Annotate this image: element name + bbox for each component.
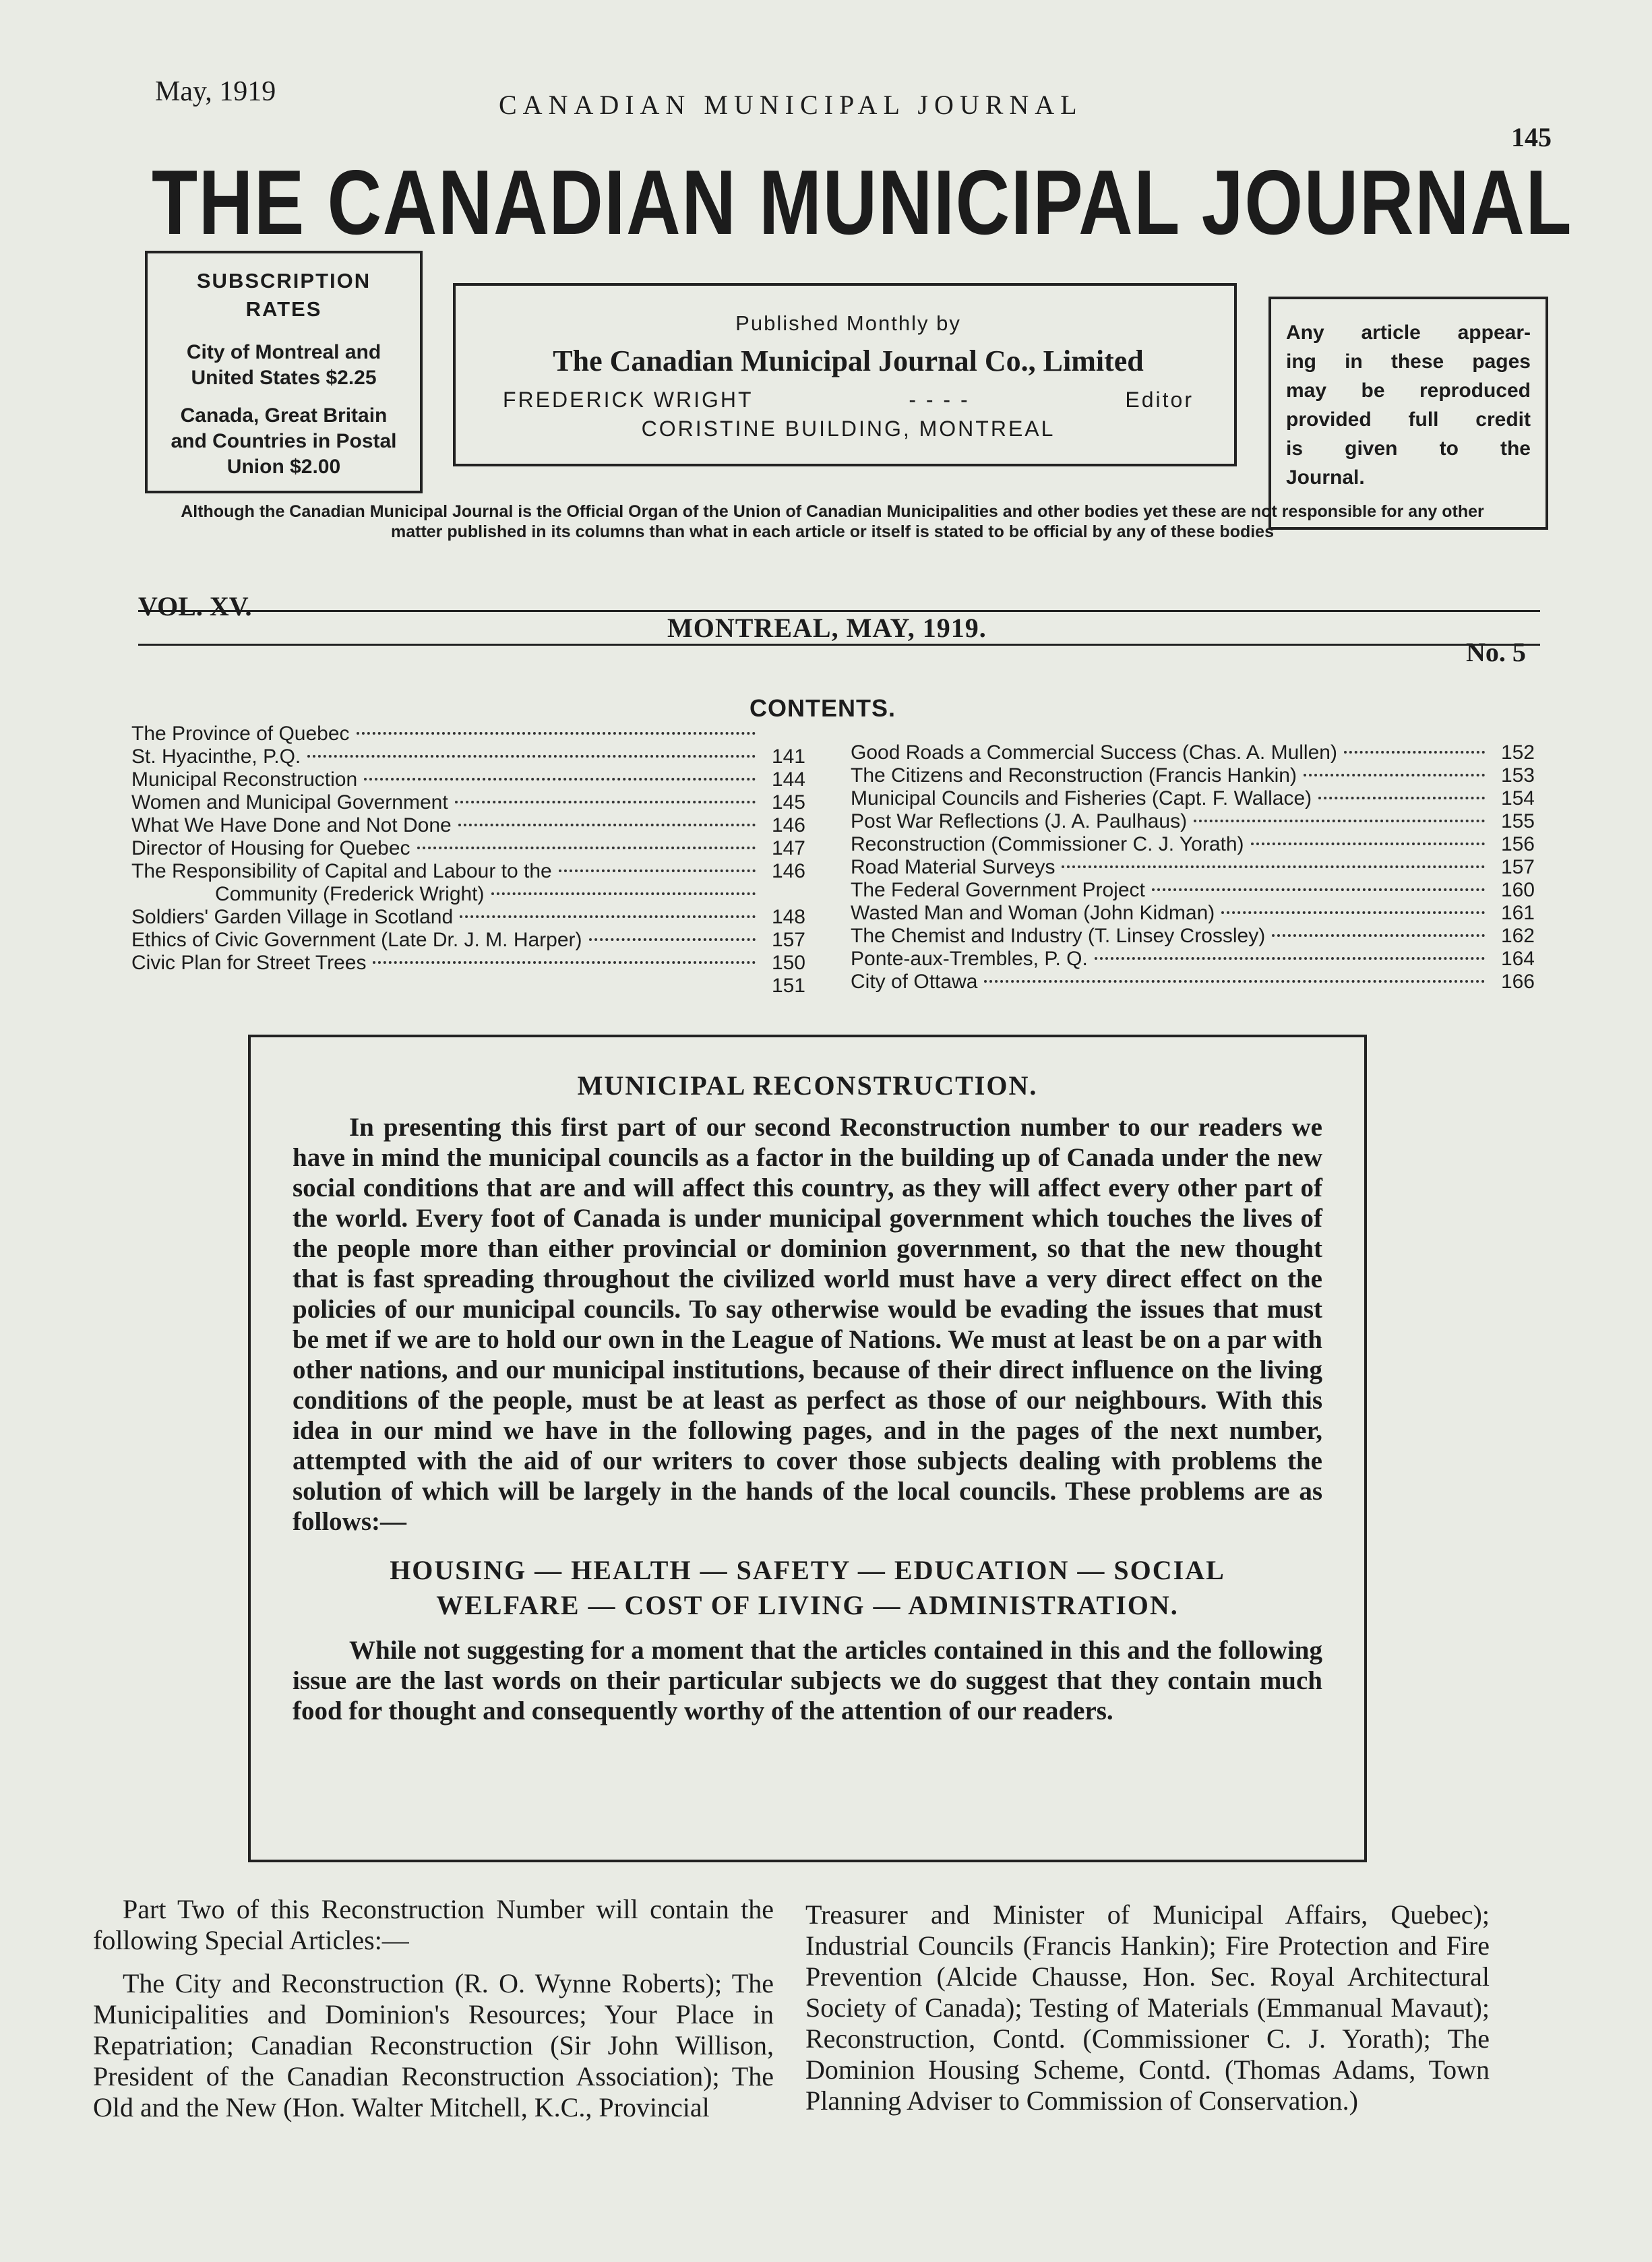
contents-entry-title: City of Ottawa (851, 971, 978, 993)
contents-leader (357, 732, 756, 735)
contents-entry-title: Civic Plan for Street Trees (131, 952, 367, 974)
masthead: THE CANADIAN MUNICIPAL JOURNAL (152, 151, 1573, 253)
credit-line: ing in these pages (1286, 350, 1531, 373)
contents-entry (851, 833, 1535, 856)
contents-entry (131, 791, 805, 814)
contents-entry (131, 814, 805, 837)
contents-entry-page: 161 (1500, 902, 1535, 924)
subscription-rate-us: City of Montreal and United States $2.25 (186, 341, 381, 389)
part-two-articles-continued: Treasurer and Minister of Municipal Affairs, Quebec); Industrial Councils (Francis Hankin); Fire Protection and Fire Prevention (Alcide Chausse, Hon. Sec. Royal Architectural Society of Canada); Testing of Materials (Emmanual Mavaut); Reconstruction, Contd. (Commissioner C. J. Yorath); The Dominion Housing Scheme, Contd. (Thomas Adams, Town Planning Adviser to Commission of Conservation.) (805, 1899, 1490, 2116)
contents-heading: CONTENTS. (749, 694, 896, 722)
contents-right-column (851, 741, 1535, 994)
contents-entry-title: Wasted Man and Woman (John Kidman) (851, 902, 1215, 924)
contents-entry-page: 150 (771, 952, 805, 974)
contents-left-column (131, 723, 805, 998)
editorial-topics-line: WELFARE — COST OF LIVING — ADMINISTRATION. (436, 1590, 1179, 1620)
contents-leader (984, 980, 1485, 983)
contents-leader (455, 801, 756, 803)
contents-entry-title: Reconstruction (Commissioner C. J. Yorath) (851, 833, 1244, 855)
contents-entry-page: 152 (1500, 741, 1535, 764)
contents-entry-page: 160 (1500, 879, 1535, 901)
official-organ-note: Although the Canadian Municipal Journal is the Official Organ of the Union of Canadian Municipalities and other bodies yet these are not responsible for any other matter published in its columns than what in each article or itself is stated to be official by any of these bodies (181, 502, 1484, 541)
contents-leader (1095, 957, 1485, 960)
contents-leader (417, 847, 756, 849)
contents-leader (307, 755, 756, 758)
part-two-right-column (805, 1899, 1490, 2129)
issue-place-date: MONTREAL, MAY, 1919. (667, 613, 987, 643)
contents-entry (851, 764, 1535, 787)
contents-entry-title: Community (Frederick Wright) (215, 883, 485, 905)
subscription-rate-postal: Canada, Great Britain and Countries in Postal Union $2.00 (171, 404, 397, 478)
contents-entry-page: 145 (771, 791, 805, 814)
contents-entry-page: 151 (771, 975, 805, 997)
contents-entry-page: 154 (1500, 787, 1535, 809)
contents-entry-title: Director of Housing for Quebec (131, 837, 410, 859)
publisher-address: CORISTINE BUILDING, MONTREAL (641, 417, 1056, 441)
part-two-intro: Part Two of this Reconstruction Number will contain the following Special Articles:— (93, 1894, 774, 1955)
contents-entry-title: Women and Municipal Government (131, 791, 448, 814)
contents-entry-page: 164 (1500, 948, 1535, 970)
editorial-box (248, 1035, 1367, 1862)
contents-entry (851, 810, 1535, 833)
contents-entry-title: Ethics of Civic Government (Late Dr. J. M. Harper) (131, 929, 582, 951)
contents-leader (1272, 934, 1485, 937)
contents-leader (458, 824, 756, 826)
contents-leader (364, 778, 756, 781)
contents-entry (851, 879, 1535, 902)
editor-name: FREDERICK WRIGHT (503, 388, 754, 412)
credit-line: is given to the (1286, 437, 1531, 460)
contents-entry (851, 902, 1535, 925)
contents-entry (131, 952, 805, 975)
publisher-box (453, 283, 1237, 466)
contents-entry-page: 148 (771, 906, 805, 928)
contents-entry-page: 157 (1500, 856, 1535, 878)
editorial-paragraph: While not suggesting for a moment that the articles contained in this and the following issue are the last words on their particular subjects we do suggest that they contain much food for thought and consequently worthy of the attention of our readers. (293, 1636, 1322, 1725)
contents-entry-title: Municipal Councils and Fisheries (Capt. F. Wallace) (851, 787, 1312, 809)
editor-line (503, 388, 1194, 412)
contents-entry-page: 144 (771, 768, 805, 791)
contents-entry (131, 975, 805, 998)
contents-entry (851, 925, 1535, 948)
contents-entry (851, 948, 1535, 971)
running-date: May, 1919 (155, 76, 276, 107)
contents-leader (1062, 865, 1485, 868)
contents-leader (1251, 843, 1485, 845)
contents-entry (131, 883, 805, 906)
contents-entry-title: Post War Reflections (J. A. Paulhaus) (851, 810, 1188, 832)
contents-entry (131, 837, 805, 860)
contents-entry-title: What We Have Done and Not Done (131, 814, 452, 836)
credit-line: may be reproduced (1286, 379, 1531, 402)
running-title: CANADIAN MUNICIPAL JOURNAL (499, 90, 1083, 120)
contents-entry-title: Municipal Reconstruction (131, 768, 358, 791)
header-rule-bottom (138, 644, 1540, 646)
contents-entry (131, 929, 805, 952)
credit-line: Journal. (1286, 466, 1365, 489)
editorial-topics (293, 1553, 1322, 1623)
contents-entry-page: 157 (771, 929, 805, 951)
contents-entry (131, 906, 805, 929)
contents-entry (851, 971, 1535, 994)
part-two-articles: The City and Reconstruction (R. O. Wynne Roberts); The Municipalities and Dominion's Resources; Your Place in Repatriation; Canadian Reconstruction (Sir John Willison, President of the Canadian Reconstruction Association); The Old and the New (Hon. Walter Mitchell, K.C., Provincial (93, 1968, 774, 2122)
contents-entry-title: The Citizens and Reconstruction (Francis Hankin) (851, 764, 1297, 787)
contents-entry-title: Good Roads a Commercial Success (Chas. A. Mullen) (851, 741, 1337, 764)
subscription-box (145, 251, 423, 493)
contents-leader (1152, 888, 1485, 891)
contents-entry (131, 768, 805, 791)
credit-line: Any article appear- (1286, 322, 1531, 344)
contents-entry-page: 162 (1500, 925, 1535, 947)
contents-entry-page: 155 (1500, 810, 1535, 832)
contents-entry (851, 741, 1535, 764)
contents-leader (373, 961, 756, 964)
contents-leader (559, 869, 756, 872)
contents-entry-title: Ponte-aux-Trembles, P. Q. (851, 948, 1088, 970)
page-number: 145 (1511, 122, 1552, 152)
contents-entry-page: 153 (1500, 764, 1535, 787)
issue-number: No. 5 (1466, 637, 1526, 667)
reproduction-credit-box (1268, 297, 1548, 530)
editor-dashes: - - - - (909, 388, 970, 412)
contents-entry-title: Soldiers' Garden Village in Scotland (131, 906, 454, 928)
contents-entry (851, 787, 1535, 810)
contents-entry-title: The Responsibility of Capital and Labour to the (131, 860, 552, 882)
contents-entry-title: St. Hyacinthe, P.Q. (131, 745, 301, 768)
contents-entry (131, 745, 805, 768)
contents-entry-page: 146 (771, 814, 805, 836)
contents-entry (851, 856, 1535, 879)
editorial-paragraph: In presenting this first part of our second Reconstruction number to our readers we have in mind the municipal councils as a factor in the building up of Canada under the new social conditions that are and will affect this country, as they will affect every other part of the world. Every foot of Canada is under municipal government which touches the lives of the people more than either provincial or dominion government, so that the new thought that is fast spreading throughout the civilized world must have a very direct effect on the policies of our municipal councils. To say otherwise would be evading the issues that must be met if we are to hold our own in the League of Nations. We must at least be on a par with other nations, and our municipal institutions, because of their direct influence on the living conditions of the people, must be at least as perfect as those of our neighbours. With this idea in our mind we have in the following pages, and in the pages of the next number, attempted with the aid of our writers to cover those subjects dealing with problems the solution of which will be largely in the hands of the local councils. These problems are as follows:— (293, 1113, 1322, 1536)
subscription-heading: SUBSCRIPTION RATES (196, 269, 371, 321)
contents-entry-page: 156 (1500, 833, 1535, 855)
contents-leader (491, 892, 756, 895)
contents-entry-title: The Chemist and Industry (T. Linsey Crossley) (851, 925, 1266, 947)
editorial-title: MUNICIPAL RECONSTRUCTION. (577, 1070, 1038, 1101)
contents-leader (1221, 911, 1485, 914)
contents-entry-title: Road Material Surveys (851, 856, 1056, 878)
contents-entry-page: 146 (771, 860, 805, 882)
contents-leader (1318, 797, 1485, 799)
contents-leader (1194, 820, 1485, 822)
publisher-company: The Canadian Municipal Journal Co., Limited (553, 344, 1144, 377)
editor-title: Editor (1125, 388, 1194, 412)
published-by: Published Monthly by (735, 311, 961, 335)
part-two-left-column (93, 1894, 774, 2135)
contents-leader (1304, 774, 1485, 776)
contents-entry-title: The Province of Quebec (131, 723, 350, 745)
contents-entry-title: The Federal Government Project (851, 879, 1145, 901)
contents-leader (589, 938, 756, 941)
volume-label: VOL. XV. (138, 591, 252, 621)
credit-line: provided full credit (1286, 408, 1531, 431)
editorial-topics-line: HOUSING — HEALTH — SAFETY — EDUCATION — SOCIAL (390, 1555, 1225, 1585)
contents-entry (131, 860, 805, 883)
contents-entry (131, 723, 805, 745)
contents-leader (1344, 751, 1485, 754)
contents-entry-page: 166 (1500, 971, 1535, 993)
contents-entry-page: 147 (771, 837, 805, 859)
contents-entry-page: 141 (771, 745, 805, 768)
contents-leader (460, 915, 756, 918)
